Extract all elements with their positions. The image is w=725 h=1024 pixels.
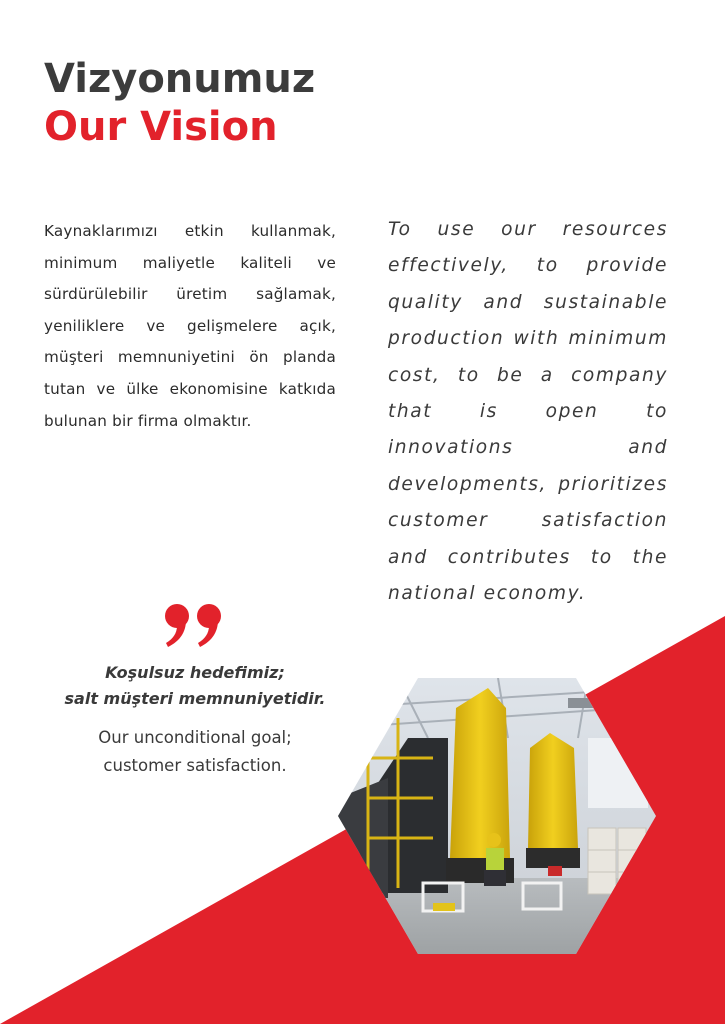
slogan-turkish-line-2: salt müşteri memnuniyetidir. [64,689,326,708]
slogan-english-line-1: Our unconditional goal; [98,728,292,747]
slogan-turkish-line-1: Koşulsuz hedefimiz; [105,663,285,682]
slogan-english [30,724,360,780]
factory-photo [338,678,656,954]
page-title-english: Our Vision [44,104,278,150]
slogan-turkish [30,660,360,712]
vision-text-turkish: Kaynaklarımızı etkin kullanmak, minimum maliyetle kaliteli ve sürdürülebilir üretim sağlamak, yeniliklere ve gelişmelere açık, müşteri memnuniyetini ön planda tutan ve ülke ekonomisine katkıda bulunan bir firma olmaktır. [44,222,336,430]
page-title-turkish: Vizyonumuz [44,56,316,102]
quote-icon [162,602,226,648]
slogan-english-line-2: customer satisfaction. [103,756,287,775]
vision-text-english: To use our resources effectively, to provide quality and sustainable production with minimum cost, to be a company that is open to innovations and developments, prioritizes customer satisfaction and contributes to the national economy. [388,219,668,605]
